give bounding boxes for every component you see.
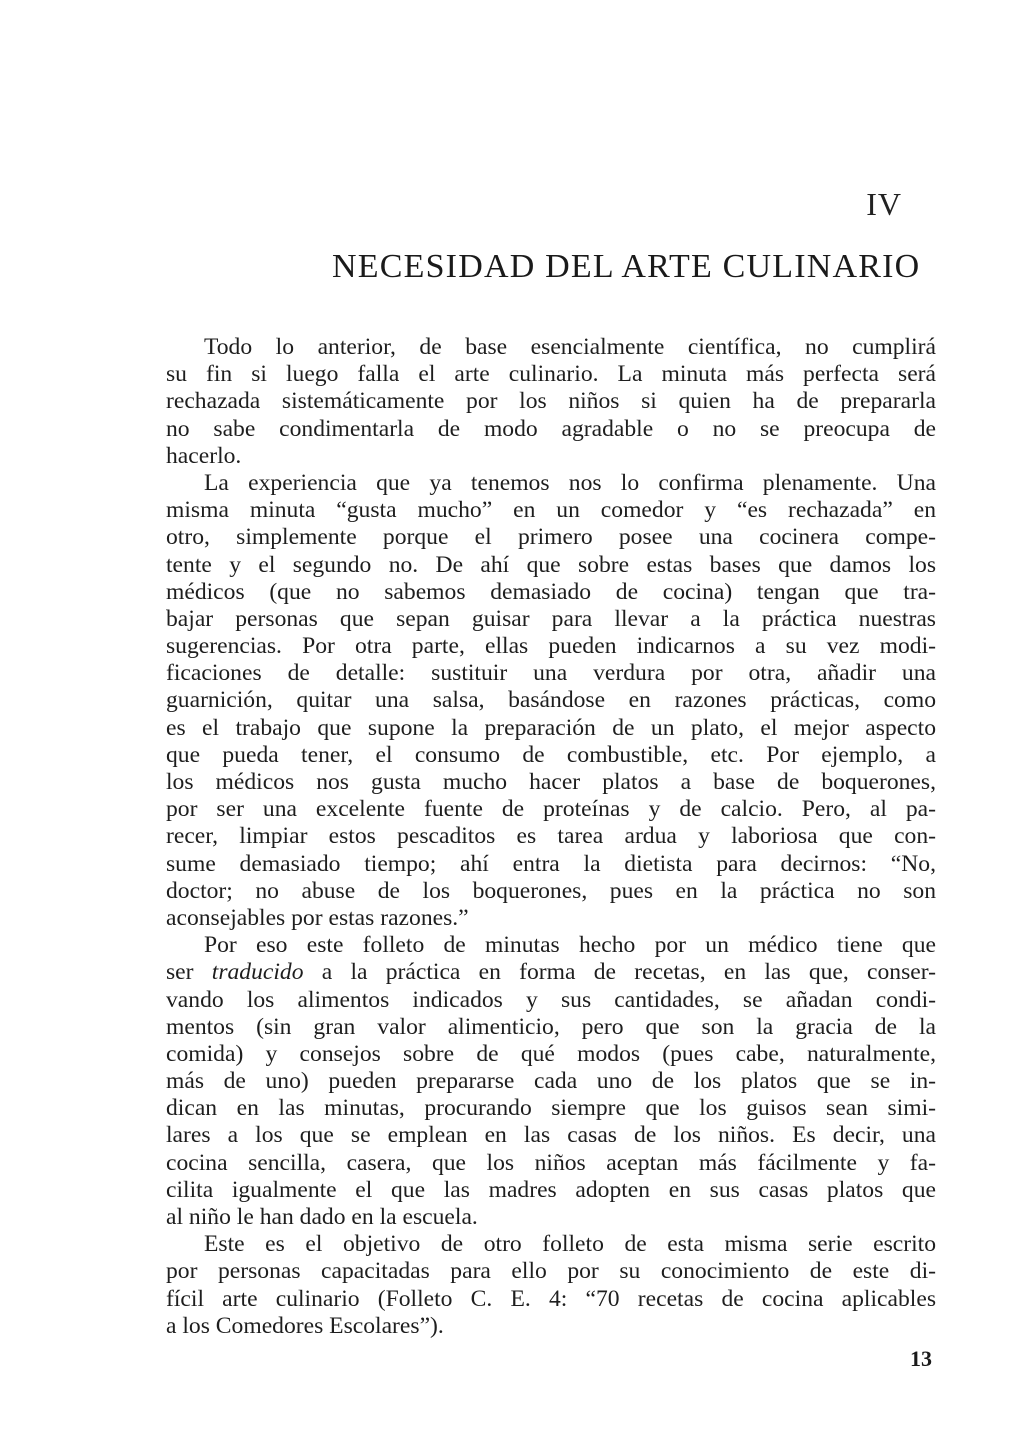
text-line: sume demasiado tiempo; ahí entra la dietista para decirnos: “No,	[166, 850, 936, 877]
text-line: Este es el objetivo de otro folleto de esta misma serie escrito	[204, 1231, 936, 1258]
paragraph-2	[166, 470, 936, 932]
paragraph-1	[166, 334, 936, 470]
text-line: lares a los que se emplean en las casas de los niños. Es decir, una	[166, 1122, 936, 1149]
text-line: cocina sencilla, casera, que los niños aceptan más fácilmente y fa-	[166, 1149, 936, 1176]
paragraph-3	[166, 932, 936, 1231]
text-line: médicos (que no sabemos demasiado de cocina) tengan que tra-	[166, 578, 936, 605]
chapter-number: IV	[866, 186, 902, 222]
text-line: tente y el segundo no. De ahí que sobre estas bases que damos los	[166, 551, 936, 578]
text-line: que pueda tener, el consumo de combustible, etc. Por ejemplo, a	[166, 741, 936, 768]
text-line: mentos (sin gran valor alimenticio, pero que son la gracia de la	[166, 1013, 936, 1040]
text-line: vando los alimentos indicados y sus cantidades, se añadan condi-	[166, 986, 936, 1013]
text-line: aconsejables por estas razones.”	[166, 904, 469, 931]
text-line: Todo lo anterior, de base esencialmente científica, no cumplirá	[204, 334, 936, 360]
text-line: doctor; no abuse de los boquerones, pues en la práctica no son	[166, 877, 936, 904]
text-line: por personas capacitadas para ello por su conocimiento de este di-	[166, 1258, 936, 1285]
text-line: más de uno) pueden prepararse cada uno de los platos que se in-	[166, 1068, 936, 1095]
text-line: su fin si luego falla el arte culinario. La minuta más perfecta será	[166, 361, 936, 388]
text-line: otro, simplemente porque el primero posee una cocinera compe-	[166, 524, 936, 551]
text-line: La experiencia que ya tenemos nos lo confirma plenamente. Una	[204, 469, 936, 496]
text-line: al niño le han dado en la escuela.	[166, 1204, 478, 1230]
chapter-title: NECESIDAD DEL ARTE CULINARIO	[332, 248, 921, 285]
text-line: sugerencias. Por otra parte, ellas pueden indicarnos a su vez modi-	[166, 633, 936, 660]
text-line: no sabe condimentarla de modo agradable o no se preocupa de	[166, 415, 936, 442]
text-line: dican en las minutas, procurando siempre que los guisos sean simi-	[166, 1095, 936, 1122]
text-line: recer, limpiar estos pescaditos es tarea ardua y laboriosa que con-	[166, 823, 936, 850]
text-line: ficaciones de detalle: sustituir una verdura por otra, añadir una	[166, 660, 936, 687]
text-line: por ser una excelente fuente de proteínas y de calcio. Pero, al pa-	[166, 796, 936, 823]
text-line: bajar personas que sepan guisar para llevar a la práctica nuestras	[166, 605, 936, 632]
text-line: misma minuta “gusta mucho” en un comedor y “es rechazada” en	[166, 497, 936, 524]
page-number: 13	[910, 1346, 932, 1371]
text-line: es el trabajo que supone la preparación de un plato, el mejor aspecto	[166, 714, 936, 741]
text-line: Por eso este folleto de minutas hecho por un médico tiene que	[204, 932, 936, 959]
text-line: comida) y consejos sobre de qué modos (pues cabe, naturalmente,	[166, 1040, 936, 1067]
text-line: cilita igualmente el que las madres adopten en sus casas platos que	[166, 1176, 936, 1203]
paragraph-4	[166, 1231, 936, 1340]
text-line: fícil arte culinario (Folleto C. E. 4: “70 recetas de cocina aplicables	[166, 1285, 936, 1312]
text-line: rechazada sistemáticamente por los niños si quien ha de prepararla	[166, 388, 936, 415]
text-line: los médicos nos gusta mucho hacer platos a base de boquerones,	[166, 769, 936, 795]
body-text	[166, 334, 936, 1340]
emphasis-text: traducido	[211, 959, 304, 986]
text-line: a los Comedores Escolares”).	[166, 1312, 444, 1339]
text-line: guarnición, quitar una salsa, basándose en razones prácticas, como	[166, 687, 936, 714]
text-line: hacerlo.	[166, 442, 242, 469]
text-line-with-italic: ser traducido a la práctica en forma de recetas, en las que, conser-	[166, 959, 936, 986]
